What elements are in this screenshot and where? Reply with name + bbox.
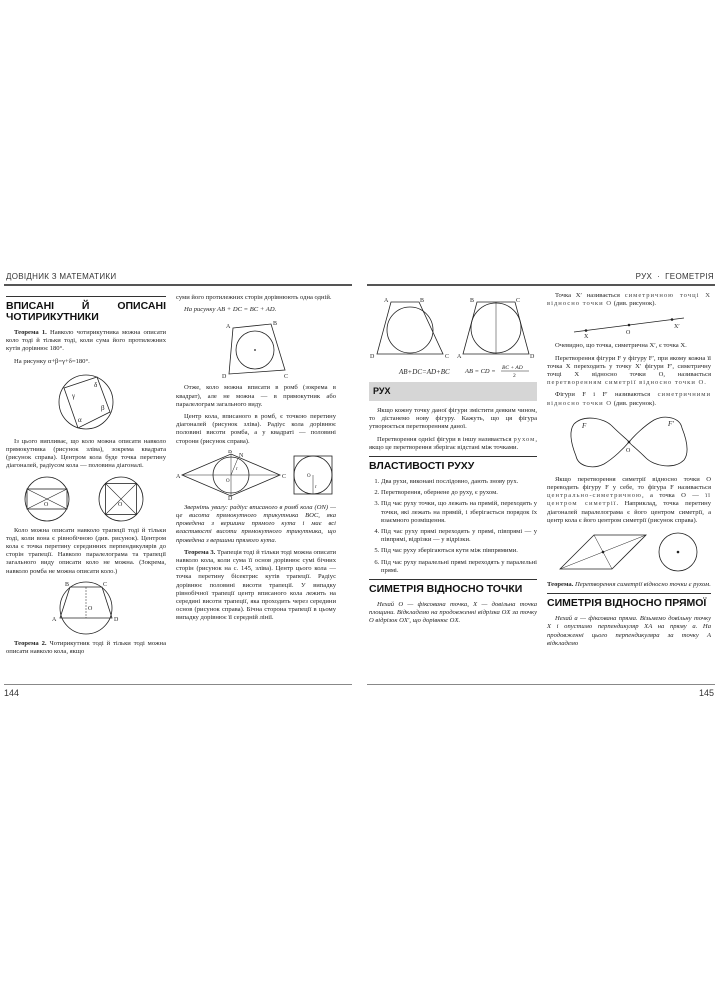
- rhombus-square-figure: [176, 450, 336, 500]
- col2-formula: На рисунку AB + DC = BC + AD.: [184, 306, 277, 314]
- book-spread: [0, 268, 720, 708]
- tz1-b-label: B: [420, 298, 425, 304]
- running-header: ДОВІДНИК З МАТЕМАТИКИ: [6, 272, 117, 281]
- property-item: 2. Перетворення, обернене до руху, є рухом.: [381, 489, 537, 497]
- formula-right-a: AB = CD =: [465, 368, 496, 375]
- line-symmetry-text: Нехай a — фіксована пряма. Візьмемо довільну точку X і опустимо перпендикуляр XA на пряму a. На продовженні цього перпендикуляра за точку A відкладемо: [547, 615, 711, 647]
- paragraph-rectangle: Із цього випливає, що коло можна описати навколо прямокутника (рисунок зліва), зокрема квадрата (рисунок справа). Центром кола буде точка перетину діагоналей, радіусом кола — половина діагоналі.: [6, 437, 166, 470]
- symmetric-figures-figure: [564, 412, 694, 472]
- col2-p5-term: центрально-симетричною: [547, 492, 642, 500]
- col2-p5-b: , а точка O —: [641, 492, 699, 500]
- tq-d-label: D: [222, 374, 227, 381]
- tangential-trapezoids-figure: [369, 294, 537, 378]
- tz1-c-label: C: [445, 354, 450, 360]
- col2-para1: суми його протилежних сторін дорівнюють одна одній.: [176, 294, 332, 301]
- col2-para4: Зверніть увагу: радіус вписаного в ромб кола (ON) — це висота прямокутного трикутника BOC, яка проведена з вершини прямого кута і має всі властивості висоти прямокутного трикутника, що проведена з вершини прямого кута.: [176, 503, 336, 544]
- theorem-1-text: Навколо чотирикутника можна описати коло тоді й тільки тоді, коли сума його протилежних кутів дорівнює 180°.: [6, 329, 166, 353]
- tz2-a-label: B: [470, 298, 475, 304]
- right-column-1: [369, 292, 537, 630]
- property-item: 3. Під час руху точки, що лежать на прямій, переходять у точки, які лежать на прямій, і зберігається порядок їх взаємного розміщення.: [381, 500, 537, 525]
- delta-label: δ: [94, 380, 98, 389]
- x-prime-label: X′: [674, 324, 680, 331]
- theorem-3-label: Теорема 3.: [184, 548, 216, 556]
- section-point-symmetry: СИМЕТРІЯ ВІДНОСНО ТОЧКИ: [369, 579, 537, 595]
- col2-p5-term2: її центром симетрії: [547, 492, 711, 508]
- trap-c-label: C: [103, 581, 108, 588]
- center-label: O: [626, 447, 631, 454]
- header-section: РУХ: [635, 272, 653, 281]
- col2-para2: Отже, коло можна вписати в ромб (зокрема в квадрат), але не можна — в прямокутник або паралелограм загального виду.: [176, 384, 336, 408]
- point-symmetry-text: Нехай O — фіксована точка, X — довільна точка площини. Відкладемо на продовженні відрізка OX за точку O відрізок OX′, що дорівнює OX.: [369, 601, 537, 625]
- tq-b-label: B: [273, 321, 278, 328]
- f-label: F: [582, 421, 587, 430]
- formula-right-den: 2: [513, 373, 516, 378]
- col2-p5-a: Якщо перетворення симетрії відносно точки O переводить фігуру F у себе, то фігура F називається: [547, 475, 711, 492]
- paragraph-trapezoid: Коло можна описати навколо трапеції тоді й тільки тоді, коли вона є рівнобічною (див. рисунок). Центром кола є точка перетину серединних перпендикулярів до сторін трапеції. Навколо паралелограма та трапеції загального виду описати коло не можна. (Зокрема, навколо ромба не можна описати коло.): [6, 526, 166, 575]
- tz2-c-label: C: [516, 298, 521, 304]
- tz1-a-label: A: [384, 298, 389, 304]
- property-item: 6. Під час руху паралельні прямі переходять у паралельні прямі.: [381, 559, 537, 575]
- section-properties: ВЛАСТИВОСТІ РУХУ: [369, 456, 537, 472]
- theorem-text: Перетворення симетрії відносно точки є рухом.: [575, 581, 711, 589]
- header-rule-right: [367, 284, 715, 286]
- gamma-label: γ: [72, 391, 76, 400]
- property-item: 5. Під час руху зберігаються кути між півпрямими.: [381, 547, 537, 555]
- running-header-right: РУХ · ГЕОМЕТРІЯ: [635, 272, 714, 281]
- trap-o-label: O: [88, 605, 93, 612]
- formula-left: AB+DC=AD+BC: [399, 368, 450, 376]
- trap-d-label: D: [114, 616, 119, 623]
- left-page: [0, 268, 357, 708]
- col2-p2: Очевидно, що точка, симетрична X′, є точка X.: [555, 342, 687, 350]
- col2-p4-a: Фігури F і F′ називаються: [555, 391, 651, 399]
- section-line-symmetry: СИМЕТРІЯ ВІДНОСНО ПРЯМОЇ: [547, 593, 711, 609]
- property-item: 1. Два рухи, виконані послідовно, дають знову рух.: [381, 478, 537, 486]
- tq-a-label: A: [226, 324, 231, 331]
- tz1-d-label: D: [370, 354, 375, 360]
- col2-p3-a: Перетворення фігури F у фігуру F′, при якому кожна її точка X переходить у точку X′ фігури F′, симетричну точці X відносно точки O, називається: [547, 354, 711, 379]
- col2-p1-a: Точка X′ називається: [555, 292, 620, 299]
- rh-b-label: B: [228, 449, 233, 455]
- trap-a-label: A: [52, 616, 57, 623]
- header-rule: [4, 284, 352, 286]
- o-label: O: [626, 330, 631, 337]
- rh-n-label: N: [239, 452, 244, 459]
- theorem-2-text: Чотирикутник тоді й тільки тоді можна описати навколо кола, якщо: [6, 639, 166, 656]
- header-subject: ГЕОМЕТРІЯ: [665, 272, 714, 281]
- tangential-quadrilateral-figure: [221, 318, 291, 380]
- col2-p3-term: перетворенням симетрії відносно точки O.: [547, 379, 707, 387]
- motion-term: рухом: [513, 435, 536, 443]
- parallelogram-circle-figure: [554, 529, 704, 577]
- beta-label: β: [101, 403, 105, 412]
- page-number-left: 144: [4, 688, 20, 698]
- trapezoid-circumcircle-figure: [46, 580, 126, 636]
- tz2-d-label: D: [530, 354, 535, 360]
- right-page: [363, 268, 720, 708]
- rh-a-label: A: [176, 473, 181, 480]
- motion-para2-a: Перетворення однієї фігури в іншу називається: [377, 435, 512, 443]
- rh-d-label: D: [228, 495, 233, 500]
- theorem-label: Теорема.: [547, 581, 574, 589]
- left-column-1: [6, 294, 166, 660]
- col2-p5-c: . Наприклад, точка перетину діагоналей паралелограма є його центром симетрії, а центр кола є його центром симетрії (рисунок справа).: [547, 500, 711, 524]
- col2-p1-b: (див. рисунок).: [613, 300, 657, 308]
- tq-c-label: C: [284, 374, 289, 381]
- rh-c-label: C: [282, 473, 287, 480]
- sq-r-label: r: [315, 484, 317, 490]
- center-o-label-2: O: [118, 501, 123, 508]
- f-prime-label: F′: [668, 419, 674, 428]
- col2-p1-term: симетричною точці X відносно точки O: [547, 292, 711, 308]
- center-o-label-1: O: [44, 501, 49, 508]
- formula-right-num: BC + AD: [502, 365, 523, 371]
- sq-o-label: O: [307, 473, 311, 479]
- point-symmetry-line-figure: [564, 312, 694, 338]
- section-title: ВПИСАНІ Й ОПИСАНІ ЧОТИРИКУТНИКИ: [6, 296, 166, 323]
- col2-p4-b: (див. рисунок).: [613, 399, 657, 407]
- rh-r-label: r: [236, 466, 238, 472]
- properties-list: [369, 478, 537, 575]
- col2-para3: Центр кола, вписаного в ромб, є точкою перетину діагоналей (рисунок зліва). Радіус кола дорівнює половині висоти ромба, а у квадраті — половині сторони (рисунок справа).: [176, 413, 336, 445]
- right-column-2: [547, 292, 711, 652]
- motion-para2-b: , якщо це перетворення зберігає відстані між точками.: [369, 435, 537, 451]
- col2-p4-term: симетричними відносно точки O: [547, 391, 711, 407]
- trap-b-label: B: [65, 581, 70, 588]
- theorem-1-label: Теорема 1.: [14, 329, 47, 336]
- theorem-3-text: Трапеція тоді й тільки тоді можна описати навколо кола, коли сума її основ дорівнює сумі бічних сторін (рисунок на с. 145, зліва). Центр цього кола — точка перетину бісектрис кутів трапеції. Радіус дорівнює половині висоти трапеції. У випадку рівнобічної трапеції центр вписаного кола лежить на середині висоти трапеції, яка проходить через середини основ (рисунок справа). Бічна сторона трапеції в цьому випадку дорівнює її середній лінії.: [176, 548, 336, 622]
- footer-rule-right: [367, 684, 715, 685]
- property-item: 4. Під час руху прямі переходять у прямі, півпрямі — у півпрямі, відрізки — у відрізки.: [381, 528, 537, 544]
- tz2-a2-label: A: [457, 354, 462, 360]
- inscribed-quadrilateral-figure: [50, 370, 122, 434]
- section-motion: РУХ: [369, 382, 537, 401]
- page-number-right: 145: [698, 688, 714, 698]
- footer-rule: [4, 684, 352, 685]
- alpha-label: α: [78, 415, 82, 424]
- motion-para1: Якщо кожну точку даної фігури змістити деяким чином, то дістанемо нову фігуру. Кажуть, що ця фігура утворюється перетворенням даної.: [369, 407, 537, 431]
- fig1-caption: На рисунку α+β=γ+δ=180°.: [14, 357, 90, 365]
- theorem-2-label: Теорема 2.: [14, 639, 47, 647]
- left-column-2: [176, 294, 336, 627]
- rh-o-label: O: [226, 478, 230, 484]
- x-label: X: [584, 334, 589, 339]
- rectangle-square-figure: [11, 475, 161, 523]
